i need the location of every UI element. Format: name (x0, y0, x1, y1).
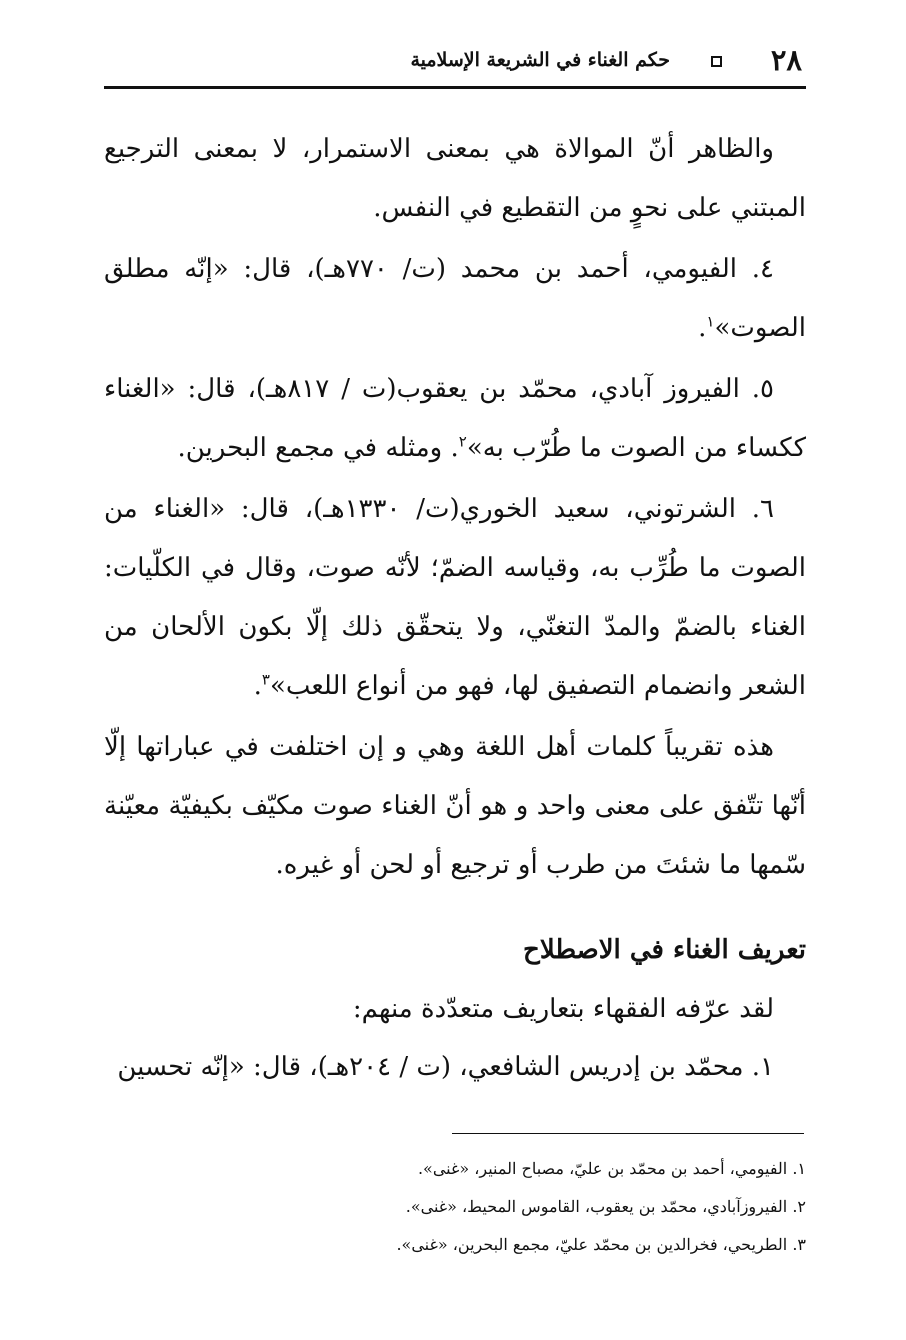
footnote-divider (452, 1133, 804, 1134)
paragraph-text: ٤. الفيومي، أحمد بن محمد (ت/ ٧٧٠هـ)، قال: «إنّه مطلق الصوت» (104, 254, 806, 343)
definition-shafii: ١. محمّد بن إدريس الشافعي، (ت / ٢٠٤هـ)، قال: «إنّه تحسين (117, 1052, 774, 1082)
footnote-3: ٣. الطريحي، فخرالدين بن محمّد عليّ، مجمع البحرين، «غنى». (396, 1235, 806, 1254)
footnote-1: ١. الفيومي، أحمد بن محمّد بن عليّ، مصباح المنير، «غنى». (417, 1159, 806, 1178)
running-header (104, 40, 806, 89)
definition-shartuni (104, 480, 806, 716)
footnotes (104, 1150, 806, 1264)
definition-fayyumi (104, 240, 806, 358)
paragraph-continuation (104, 120, 806, 238)
summary-paragraph (104, 718, 806, 895)
page-number: ٢٨ (770, 43, 802, 77)
paragraph-text: ٦. الشرتوني، سعيد الخوري(ت/ ١٣٣٠هـ)، قال: «الغناء من الصوت ما طُرِّب به، وقياسه الضمّ؛ لأنّه صوت، وقال في الكلّيات: الغناء بالضمّ والمدّ التغنّي، ولا يتحقّق ذلك إلّا بكون الألحان من الشعر وانضمام التصفيق لها، فهو من أنواع اللعب» (104, 494, 806, 701)
square-marker-icon (711, 56, 722, 67)
running-title: حكم الغناء في الشريعة الإسلامية (410, 49, 670, 71)
section-intro: لقد عرّفه الفقهاء بتعاريف متعدّدة منهم: (352, 994, 774, 1024)
footnote-2: ٢. الفيروزآبادي، محمّد بن يعقوب، القاموس المحيط، «غنى». (405, 1197, 806, 1216)
footnote-ref: ١ (706, 312, 715, 331)
main-text (104, 120, 806, 895)
footnote-ref: ٢ (458, 432, 467, 451)
paragraph-text: ٥. الفيروز آبادي، محمّد بن يعقوب(ت / ٨١٧هـ)، قال: «الغناء ككساء من الصوت ما طُرّب به» (104, 374, 806, 463)
paragraph-text: هذه تقريباً كلمات أهل اللغة وهي و إن اختلفت في عباراتها إلّا أنّها تتّفق على معنى واحد و هو أنّ الغناء صوت مكيّف بكيفيّة معيّنة سّمها ما شئتَ من طرب أو ترجيع أو لحن أو غيره. (104, 732, 806, 880)
paragraph-tail: . (253, 671, 262, 701)
footnote-ref: ٣ (261, 670, 270, 689)
section-heading: تعريف الغناء في الاصطلاح (523, 935, 806, 965)
paragraph-tail: . ومثله في مجمع البحرين. (177, 433, 459, 463)
definition-fayruzabadi (104, 360, 806, 478)
paragraph-tail: . (698, 313, 707, 343)
section-body (104, 980, 806, 1096)
paragraph-text: والظاهر أنّ الموالاة هي بمعنى الاستمرار، لا بمعنى الترجيع المبتني على نحوٍ من التقطيع في النفس. (104, 134, 806, 223)
